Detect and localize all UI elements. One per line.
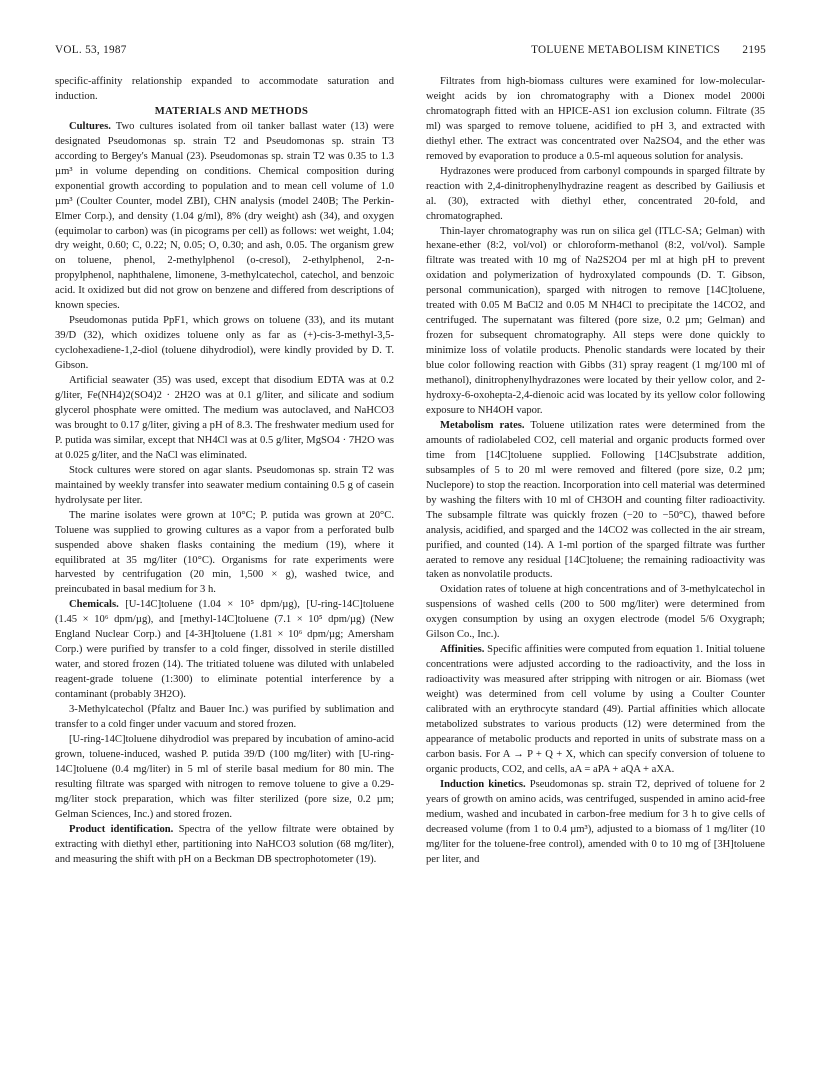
left-column [55, 75, 394, 868]
intro-continuation: specific-affinity relationship expanded to accommodate saturation and induction. [55, 76, 394, 102]
heading-cultures: Cultures. [69, 120, 111, 132]
paragraph-seawater: Artificial seawater (35) was used, except that disodium EDTA was at 0.2 g/liter, Fe(NH4)2(SO4)2 · 2H2O was at 0.1 g/liter, and silicate and sodium glycerol phosphate were omitted. The medium was autoclaved, and NaHCO3 was brought to 0.17 g/liter, giving a pH of 8.3. The freshwater medium used for P. putida was similar, except that NH4Cl was at 0.5 g/liter, MgSO4 · 7H2O was at 0.025 g/liter, and the NaCl was eliminated. [55, 375, 394, 461]
cultures-text: Two cultures isolated from oil tanker ballast water (13) were designated Pseudomonas sp. strain T2 and Pseudomonas sp. strain T3 according to Bergey's Manual (23). Pseudomonas sp. strain T2 was 0.35 to 1.3 µm³ in volume depending on conditions. Chemical composition during exponential growth according to population and to mean cell volume of 1.0 µm³ (Coulter Counter, model ZBI), CHN analysis (model 240B; The Perkin-Elmer Corp.), and density (1.04 g/ml), 8% (dry weight) ash (34), and oxygen (equimolar to carbon) was (in picograms per cell) as follows: wet weight, 1.04; dry weight, 0.60; C, 0.22; N, 0.05; O, 0.30; and ash, 0.05. The organism grew on toluene, phenol, 2-methylphenol (o-cresol), 2-ethylphenol, 2-n-propylphenol, naphthalene, limonene, 3-methylcatechol, catechol, and benzoic acid. It oxidized but did not grow on benzene and differed from descriptions of known species. [55, 120, 394, 312]
paragraph-methylcatechol: 3-Methylcatechol (Pfaltz and Bauer Inc.) was purified by sublimation and transfer to a cold finger under vacuum and stored frozen. [55, 704, 394, 730]
metabolism-text: Toluene utilization rates were determined from the amounts of radiolabeled CO2, cell material and organic products formed over time from [14C]toluene supplied. Following [14C]substrate addition, subsamples of 5 to 20 ml were removed and filtered (pore size, 0.2 µm; Nuclepore) to stop the reaction. Incorporation into cell material was determined by washing the filters with 10 ml of CH3OH and counting filter radioactivity. The subsample filtrate was quickly frozen (−20 to −50°C), thawed before analysis, acidified, and sparged and the 14CO2 was collected in the air stream, purified, and counted (14). A 1-ml portion of the sparged filtrate was further aerated to remove any residual [14C]toluene; the remaining radioactivity was taken as nonvolatile products. [426, 419, 765, 581]
product-text: Spectra of the yellow filtrate were obtained by extracting with diethyl ether, partitioning into NaHCO3 solution (68 mg/liter), and measuring the shift with pH on a Beckman DB spectrophotometer (19). [55, 823, 394, 865]
paragraph-oxidation: Oxidation rates of toluene at high concentrations and of 3-methylcatechol in suspensions of washed cells (200 to 500 mg/liter) were determined from oxygen consumption by using an oxygen electrode (model 5/6 Oxygraph; Gilson Co., Inc.). [426, 584, 765, 641]
heading-affinities: Affinities. [440, 644, 485, 656]
paragraph-stock: Stock cultures were stored on agar slants. Pseudomonas sp. strain T2 was maintained by weekly transfer into seawater medium containing 0.5 g of casein hydrolysate per liter. [55, 464, 394, 506]
running-title: TOLUENE METABOLISM KINETICS [531, 44, 721, 56]
paragraph-hydrazones: Hydrazones were produced from carbonyl compounds in sparged filtrate by reaction with 2,4-dinitrophenylhydrazine reagent as described by Gailiusis et al. (30), extracted with diethyl ether, concentrated 20-fold, and chromatographed. [426, 165, 765, 222]
paragraph-induction [426, 778, 765, 868]
paragraph-metabolism [426, 419, 765, 583]
page-number: 2195 [742, 44, 766, 56]
heading-product: Product identification. [69, 823, 174, 835]
running-header [531, 44, 766, 56]
heading-chemicals: Chemicals. [69, 599, 119, 611]
heading-induction: Induction kinetics. [440, 778, 526, 790]
paragraph-marine: The marine isolates were grown at 10°C; P. putida was grown at 20°C. Toluene was supplied to growing cultures as a vapor from a perforated bulb suspended above shaken flasks containing the medium (19), where it equilibrated at 35 mg/liter (10°C). Organisms for rate experiments were harvested by centrifugation (20 min, 1,500 × g), washed twice, and preincubated in basal medium for 3 h. [55, 509, 394, 596]
affinities-text: Specific affinities were computed from equation 1. Initial toluene concentrations were adjusted according to the radioactivity, and the loss in radioactivity was measured after stripping with nitrogen or air. Biomass (wet weight) was determined from cell volume by using a Coulter Counter calibrated with an erythrocyte standard (49). Partial affinities which allocate metabolized substrates to various products (12) were determined from the appearance of metabolic products and reported in units of substrate mass on a carbon basis. For A → P + Q + X, which can specify conversion of toluene to organic products, CO2, and cells, aA = aPA + aQA + aXA. [426, 644, 765, 775]
chemicals-text: [U-14C]toluene (1.04 × 10⁵ dpm/µg), [U-ring-14C]toluene (1.45 × 10⁶ dpm/µg), and [methyl-14C]toluene (7.1 × 10⁵ dpm/µg) (New England Nuclear Corp.) and [4-3H]toluene (1.81 × 10⁶ dpm/µg; Amersham Corp.) were purified by transfer to a cold finger, dissolved in sterile distilled water, and stored frozen (14). The tritiated toluene was diluted with unlabeled reagent-grade toluene (1:300) to eliminate potential interference by a contaminant (probably 3H2O). [55, 599, 395, 701]
paragraph-dihydrodiol: [U-ring-14C]toluene dihydrodiol was prepared by incubation of amino-acid grown, toluene-induced, washed P. putida 39/D (100 mg/liter) with [U-ring-14C]toluene (0.4 mg/liter) in 5 ml of sterile basal medium for 80 min. The resulting filtrate was sparged with nitrogen to remove toluene to give a 0.29-mg/liter stock preparation, which was filter sterilized (pore size, 0.2 µm; Gelman Sciences, Inc.) and stored frozen. [55, 733, 394, 820]
section-title: MATERIALS AND METHODS [154, 105, 309, 117]
paragraph-chemicals [55, 598, 394, 703]
paragraph-tlc: Thin-layer chromatography was run on silica gel (ITLC-SA; Gelman) with hexane-ether (8:2, vol/vol) or chloroform-methanol (8:2, vol/vol). Sample filtrate was treated with 10 mg of Na2S2O4 per ml at high pH to prevent oxidation and polymerization of hydroxylated compounds (D. T. Gibson, personal communication), sparged with nitrogen to remove [14C]toluene, treated with 0.05 M BaCl2 and 0.05 M NH4Cl to precipitate the 14CO2, and centrifuged. The supernatant was filtered (pore size, 0.2 µm; Gelman) and frozen for subsequent chromatography. All steps were done quickly to minimize loss of volatile products. Phenolic standards were located by their blue color following reaction with Gibbs (31) spray reagent (1 mg/100 ml of methanol), dinitrophenylhydrazones were located by their yellow color, and 2-hydroxy-6-oxohepta-2,4-dienoic acid was located by its yellow color following exposure to NH4OH vapor. [426, 225, 765, 416]
paragraph-putida: Pseudomonas putida PpF1, which grows on toluene (33), and its mutant 39/D (32), which oxidizes toluene only as far as (+)-cis-3-methyl-3,5-cyclohexadiene-1,2-diol (toluene dihydrodiol), were kindly provided by D. T. Gibson. [55, 315, 394, 372]
paragraph-filtrates: Filtrates from high-biomass cultures were examined for low-molecular-weight acids by ion chromatography with a Dionex model 2000i chromatograph fitted with an HPICE-AS1 ion exclusion column. Filtrate (35 ml) was sparged to remove toluene, acidified to pH 3, and extracted with diethyl ether. The extract was concentrated over Na2SO4, and the ether was removed by evaporation to produce a 0.5-ml aqueous solution for analysis. [426, 76, 765, 162]
paragraph-cultures [55, 120, 394, 314]
volume-label: VOL. 53, 1987 [55, 44, 127, 56]
right-column [426, 75, 765, 868]
heading-metabolism: Metabolism rates. [440, 419, 525, 431]
paragraph-product [55, 823, 394, 868]
induction-text: Pseudomonas sp. strain T2, deprived of toluene for 2 years of growth on amino acids, was centrifuged, suspended in amino acid-free medium, washed and incubated in carbon-free medium for 3 h to give cells of decreased volume (from 1 to 0.4 µm³), adjusted to a biomass of 1 mg/liter (10 mg/liter for the toluene-free control), amended with 0 to 10 mg of [3H]toluene per liter, and [426, 778, 766, 865]
paragraph-affinities [426, 643, 765, 778]
